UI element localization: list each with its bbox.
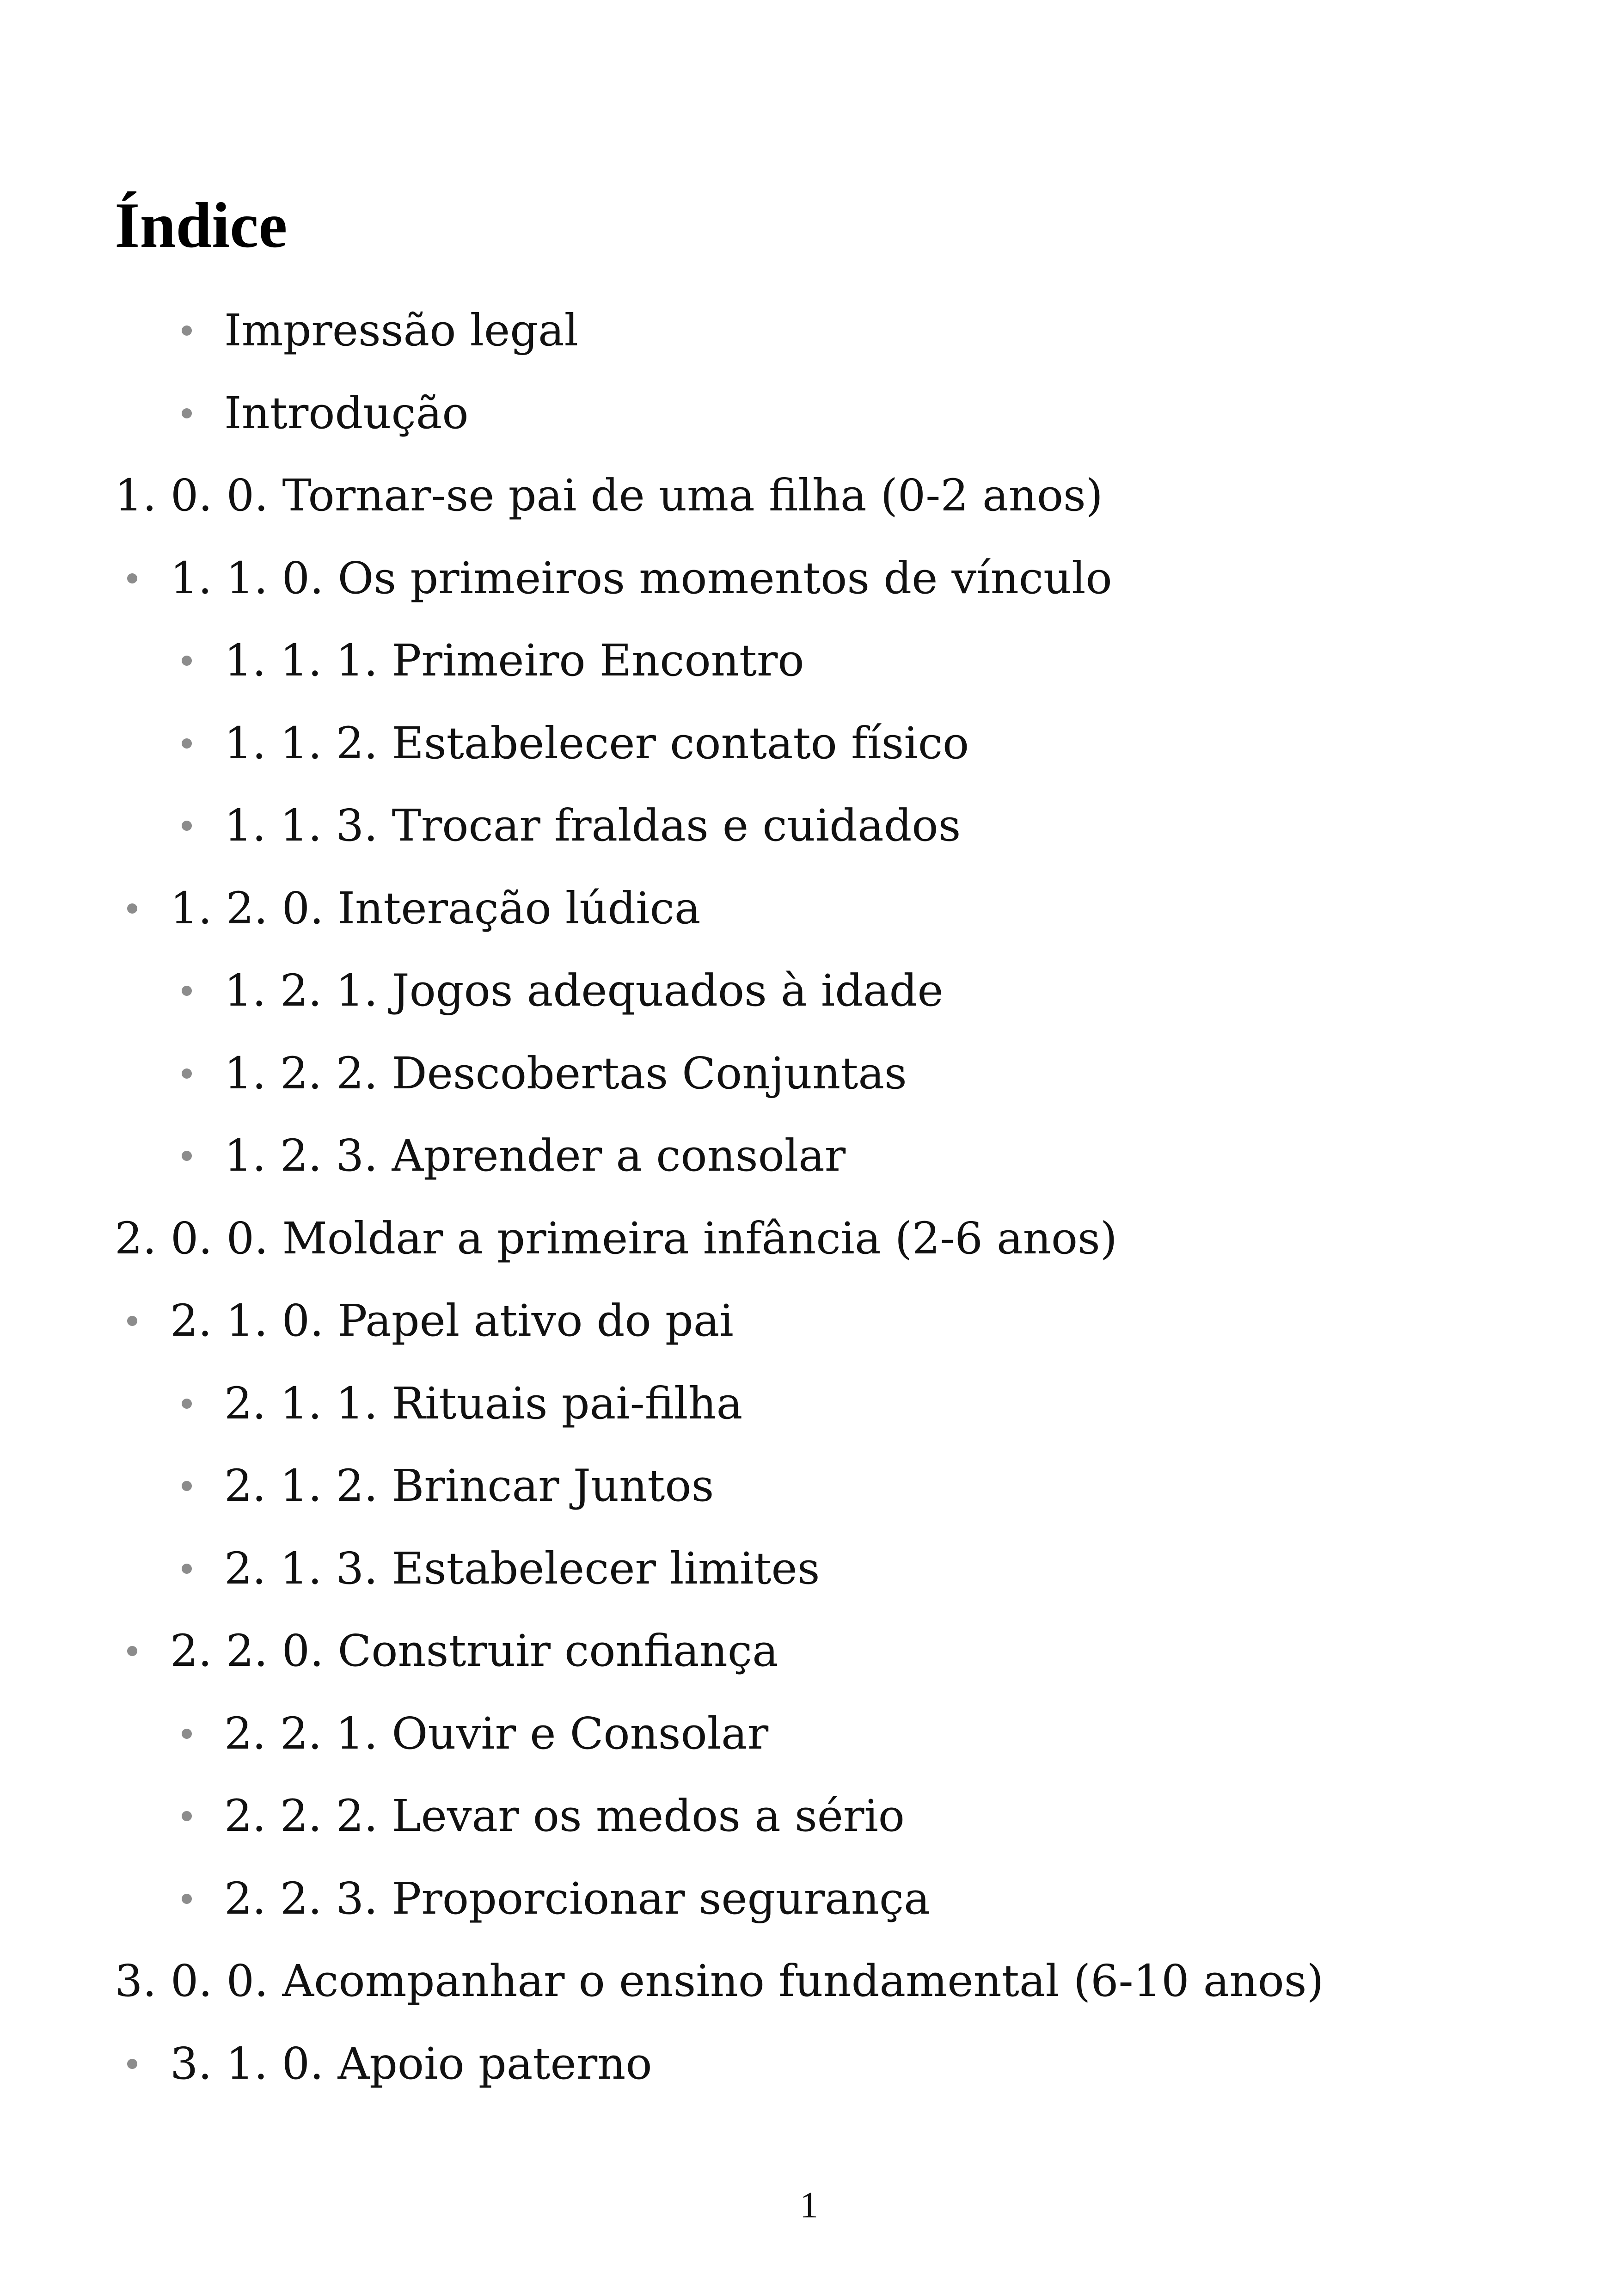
bullet-icon xyxy=(182,1481,192,1491)
bullet-icon xyxy=(182,986,192,996)
bullet-icon xyxy=(182,656,192,666)
toc-entry[interactable] xyxy=(0,633,1618,688)
bullet-icon xyxy=(182,408,192,418)
toc-entry-label: 3. 1. 0. Apoio paterno xyxy=(170,2038,652,2089)
toc-entry[interactable] xyxy=(0,1541,1618,1596)
toc-entry[interactable] xyxy=(0,1871,1618,1927)
toc-entry-label: 2. 2. 3. Proporcionar segurança xyxy=(224,1873,930,1924)
bullet-icon xyxy=(182,1151,192,1161)
bullet-icon xyxy=(182,738,192,749)
toc-entry[interactable] xyxy=(0,1706,1618,1762)
toc-entry[interactable] xyxy=(0,1458,1618,1514)
toc-entry[interactable] xyxy=(0,1953,1618,2009)
toc-entry[interactable] xyxy=(0,303,1618,358)
toc-entry-label: 1. 1. 1. Primeiro Encontro xyxy=(224,635,804,686)
toc-entry[interactable] xyxy=(0,2036,1618,2092)
toc-entry-label: 3. 0. 0. Acompanhar o ensino fundamental (6-10 anos) xyxy=(115,1956,1324,2007)
bullet-icon xyxy=(127,2059,137,2069)
toc-entry-label: 2. 2. 2. Levar os medos a sério xyxy=(224,1791,905,1842)
toc-entry[interactable] xyxy=(0,716,1618,771)
toc-entry-label: 2. 2. 0. Construir confiança xyxy=(170,1626,778,1676)
toc-entry[interactable] xyxy=(0,1211,1618,1266)
toc-entry[interactable] xyxy=(0,386,1618,441)
toc-entry[interactable] xyxy=(0,1293,1618,1349)
toc-entry[interactable] xyxy=(0,963,1618,1019)
toc-entry[interactable] xyxy=(0,551,1618,606)
toc-entry-label: 2. 0. 0. Moldar a primeira infância (2-6 anos) xyxy=(115,1213,1117,1264)
bullet-icon xyxy=(182,325,192,336)
toc-entry-label: Impressão legal xyxy=(224,305,579,356)
bullet-icon xyxy=(127,1646,137,1656)
toc-entry-label: 1. 1. 0. Os primeiros momentos de vínculo xyxy=(170,553,1112,604)
toc-entry-label: 1. 0. 0. Tornar-se pai de uma filha (0-2 anos) xyxy=(115,470,1103,521)
toc-entry[interactable] xyxy=(0,1623,1618,1679)
bullet-icon xyxy=(127,903,137,914)
bullet-icon xyxy=(182,821,192,831)
toc-entry-label: Introdução xyxy=(224,387,469,439)
toc-entry-label: 2. 1. 1. Rituais pai-filha xyxy=(224,1378,743,1429)
bullet-icon xyxy=(182,1068,192,1079)
toc-entry-label: 1. 2. 3. Aprender a consolar xyxy=(224,1130,846,1181)
toc-entry-label: 1. 2. 2. Descobertas Conjuntas xyxy=(224,1048,907,1099)
bullet-icon xyxy=(182,1564,192,1574)
bullet-icon xyxy=(127,573,137,583)
toc-entry-label: 2. 1. 2. Brincar Juntos xyxy=(224,1461,714,1511)
toc-entry-label: 1. 1. 3. Trocar fraldas e cuidados xyxy=(224,800,961,851)
bullet-icon xyxy=(182,1811,192,1821)
toc-entry-label: 2. 1. 3. Estabelecer limites xyxy=(224,1543,820,1594)
toc-entry-label: 2. 2. 1. Ouvir e Consolar xyxy=(224,1708,769,1759)
bullet-icon xyxy=(182,1729,192,1739)
bullet-icon xyxy=(182,1894,192,1904)
toc-entry[interactable] xyxy=(0,1788,1618,1844)
toc-entry[interactable] xyxy=(0,881,1618,936)
bullet-icon xyxy=(127,1316,137,1326)
toc-entry-label: 1. 1. 2. Estabelecer contato físico xyxy=(224,718,969,769)
toc-entry-label: 1. 2. 0. Interação lúdica xyxy=(170,883,701,934)
toc-entry[interactable] xyxy=(0,1046,1618,1101)
toc-entry[interactable] xyxy=(0,1128,1618,1184)
toc-entry[interactable] xyxy=(0,798,1618,853)
toc-entry[interactable] xyxy=(0,1376,1618,1431)
toc-entry-label: 1. 2. 1. Jogos adequados à idade xyxy=(224,965,944,1016)
toc-entry[interactable] xyxy=(0,468,1618,523)
toc-entry-label: 2. 1. 0. Papel ativo do pai xyxy=(170,1295,734,1346)
bullet-icon xyxy=(182,1399,192,1409)
page-title: Índice xyxy=(115,190,288,261)
page-number: 1 xyxy=(800,2185,818,2226)
